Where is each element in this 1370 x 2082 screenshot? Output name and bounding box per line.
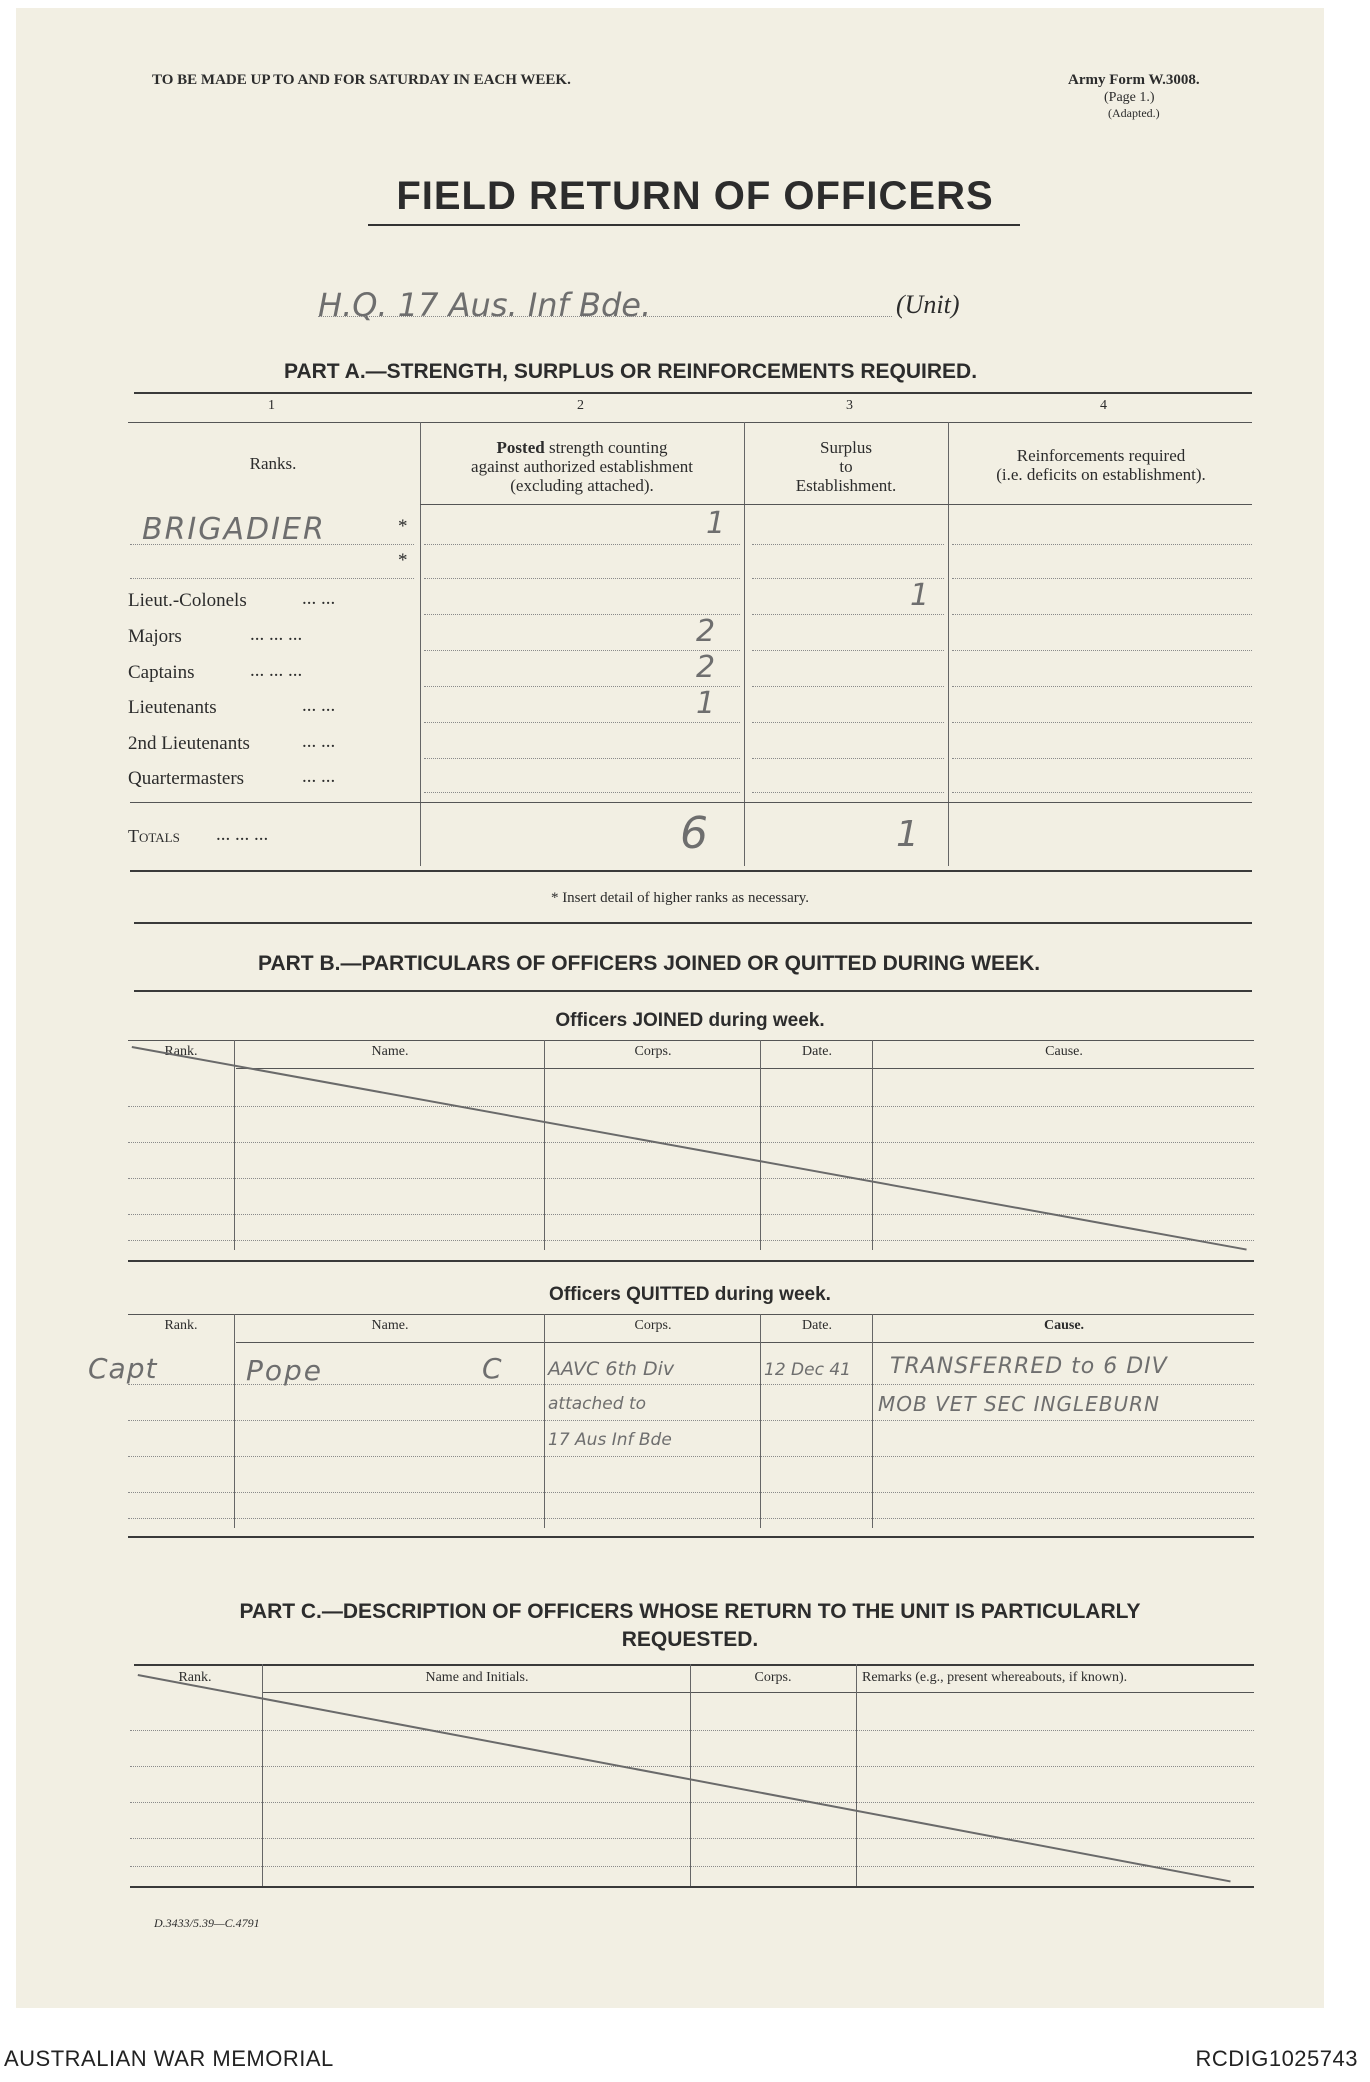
row-line xyxy=(130,544,414,545)
joined-divider xyxy=(760,1040,761,1250)
row-line xyxy=(424,650,740,651)
quitted-col-rank: Rank. xyxy=(164,1318,198,1333)
quitted-row-line xyxy=(128,1518,1254,1519)
quitted-initial: C xyxy=(482,1352,502,1385)
row-line xyxy=(424,686,740,687)
posted-bold: Posted xyxy=(496,438,545,457)
part-a-header-rule xyxy=(420,504,1252,505)
surplus-line1: Surplus xyxy=(820,438,872,457)
quitted-divider xyxy=(872,1314,873,1528)
quitted-col-date: Date. xyxy=(802,1318,832,1333)
joined-row-line xyxy=(128,1214,1254,1215)
row-line xyxy=(952,686,1252,687)
footer-right: RCDIG1025743 xyxy=(1195,2046,1358,2071)
surplus-line3: Establishment. xyxy=(795,476,897,495)
part-c-row-line xyxy=(130,1730,1254,1731)
row-rank-lieutenants: Lieutenants xyxy=(128,697,217,718)
part-c-divider xyxy=(690,1664,691,1886)
col-header-reinforcements xyxy=(950,446,1252,484)
totals-surplus: 1 xyxy=(896,814,919,855)
part-b-heading-rule xyxy=(134,990,1252,992)
row-line xyxy=(952,544,1252,545)
row-line xyxy=(130,578,414,579)
surplus-lieut-colonels: 1 xyxy=(910,578,930,613)
quitted-top-rule xyxy=(128,1314,1254,1315)
form-adapted: (Adapted.) xyxy=(1108,106,1160,120)
part-c-heading xyxy=(160,1598,1220,1654)
joined-col-corps: Corps. xyxy=(634,1044,672,1059)
form-sheet xyxy=(16,8,1324,2008)
row-line xyxy=(424,578,740,579)
part-c-bottom-rule xyxy=(130,1886,1254,1888)
part-c-col-remarks: Remarks (e.g., present whereabouts, if known). xyxy=(862,1670,1128,1685)
quitted-col-name: Name. xyxy=(371,1318,409,1333)
part-a-col-divider-1 xyxy=(420,422,421,866)
part-c-heading-line1: PART C.—DESCRIPTION OF OFFICERS WHOSE RETURN TO THE UNIT IS PARTICULARLY xyxy=(239,1600,1141,1623)
row-line xyxy=(424,614,740,615)
quitted-corps-line3: 17 Aus Inf Bde xyxy=(548,1430,672,1450)
surplus-line2: to xyxy=(839,457,853,476)
totals-posted: 6 xyxy=(680,808,708,859)
row-line xyxy=(424,544,740,545)
totals-top-rule xyxy=(130,802,1252,803)
reinf-line1: Reinforcements required xyxy=(1016,446,1186,465)
part-c-row-line xyxy=(130,1866,1254,1867)
form-number: Army Form W.3008. xyxy=(1068,72,1200,88)
row-rank-brigadier: BRIGADIER xyxy=(142,512,326,547)
part-b-heading: PART B.—PARTICULARS OF OFFICERS JOINED OR QUITTED DURING WEEK. xyxy=(258,952,1041,975)
unit-value: H.Q. 17 Aus. Inf Bde. xyxy=(318,286,652,324)
col-number-1: 1 xyxy=(268,398,275,413)
row-rank-2nd-lieutenants: 2nd Lieutenants xyxy=(128,733,250,754)
row-line xyxy=(752,686,944,687)
posted-brigadier: 1 xyxy=(706,506,726,541)
row-line xyxy=(424,758,740,759)
joined-row-line xyxy=(128,1106,1254,1107)
row-dots: ... ... ... xyxy=(250,624,303,645)
part-c-col-name: Name and Initials. xyxy=(425,1670,529,1685)
quitted-divider xyxy=(544,1314,545,1528)
quitted-divider xyxy=(760,1314,761,1528)
col-header-ranks: Ranks. xyxy=(249,454,297,473)
joined-divider xyxy=(234,1040,235,1250)
part-a-col-divider-3 xyxy=(948,422,949,866)
row-line xyxy=(424,792,740,793)
col-header-surplus xyxy=(746,438,946,495)
joined-header-rule xyxy=(236,1068,1254,1069)
row-rank-quartermasters: Quartermasters xyxy=(128,768,245,789)
row-dots: ... ... xyxy=(302,766,336,787)
quitted-title: Officers QUITTED during week. xyxy=(549,1284,831,1305)
joined-row-line xyxy=(128,1142,1254,1143)
row-dots: ... ... xyxy=(302,588,336,609)
part-a-bottom-rule xyxy=(130,870,1252,872)
row-marker-1: * xyxy=(398,516,408,537)
posted-captains: 2 xyxy=(696,650,716,685)
quitted-header-rule xyxy=(236,1342,1254,1343)
row-line xyxy=(752,722,944,723)
joined-col-date: Date. xyxy=(802,1044,832,1059)
row-rank-lieut-colonels: Lieut.-Colonels xyxy=(128,590,247,611)
quitted-bottom-rule xyxy=(128,1536,1254,1538)
instruction-text: TO BE MADE UP TO AND FOR SATURDAY IN EACH WEEK. xyxy=(152,72,571,88)
row-line xyxy=(952,792,1252,793)
part-c-divider xyxy=(856,1664,857,1886)
totals-label: Totals xyxy=(128,826,180,846)
posted-line3: (excluding attached). xyxy=(510,476,654,495)
part-c-header-rule xyxy=(262,1692,1254,1693)
quitted-divider xyxy=(234,1314,235,1528)
part-c-row-line xyxy=(130,1766,1254,1767)
row-line xyxy=(952,578,1252,579)
part-c-top-rule xyxy=(134,1664,1254,1666)
part-a-top-rule xyxy=(134,392,1252,394)
row-dots: ... ... ... xyxy=(250,660,303,681)
joined-row-line xyxy=(128,1178,1254,1179)
col-number-4: 4 xyxy=(1100,398,1107,413)
part-a-colnum-rule xyxy=(128,422,1252,423)
quitted-col-corps: Corps. xyxy=(634,1318,672,1333)
quitted-row-line xyxy=(128,1492,1254,1493)
row-dots: ... ... xyxy=(302,731,336,752)
row-line xyxy=(752,758,944,759)
posted-majors: 2 xyxy=(696,614,716,649)
col-number-2: 2 xyxy=(577,398,584,413)
joined-divider xyxy=(872,1040,873,1250)
quitted-rank: Capt xyxy=(88,1352,158,1385)
part-b-top-rule xyxy=(134,922,1252,924)
posted-line2: against authorized establishment xyxy=(471,457,693,476)
joined-title: Officers JOINED during week. xyxy=(555,1010,825,1031)
title-underline xyxy=(368,224,1020,226)
joined-divider xyxy=(544,1040,545,1250)
col-header-posted xyxy=(422,438,742,495)
row-line xyxy=(952,650,1252,651)
part-c-heading-line2: REQUESTED. xyxy=(621,1628,759,1651)
part-c-row-line xyxy=(130,1838,1254,1839)
part-a-footnote: * Insert detail of higher ranks as necessary. xyxy=(550,890,810,906)
row-line xyxy=(952,722,1252,723)
quitted-corps-line1: AAVC 6th Div xyxy=(548,1358,675,1380)
joined-col-cause: Cause. xyxy=(1045,1044,1083,1059)
joined-top-rule xyxy=(128,1040,1254,1041)
unit-dotted-line xyxy=(318,316,892,317)
row-rank-majors: Majors xyxy=(128,626,182,647)
joined-bottom-rule xyxy=(128,1260,1254,1262)
row-line xyxy=(952,758,1252,759)
col-number-3: 3 xyxy=(846,398,853,413)
posted-rest: strength counting xyxy=(544,438,668,457)
page-title: FIELD RETURN OF OFFICERS xyxy=(396,174,994,218)
quitted-name: Pope xyxy=(246,1354,324,1387)
joined-col-name: Name. xyxy=(371,1044,409,1059)
joined-row-line xyxy=(128,1240,1254,1241)
totals-dots: ... ... ... xyxy=(216,824,269,845)
row-dots: ... ... xyxy=(302,695,336,716)
quitted-col-cause: Cause. xyxy=(1043,1318,1085,1333)
quitted-date: 12 Dec 41 xyxy=(764,1360,851,1380)
row-line xyxy=(752,544,944,545)
quitted-cause-line2: MOB VET SEC INGLEBURN xyxy=(878,1392,1160,1416)
part-c-row-line xyxy=(130,1802,1254,1803)
row-line xyxy=(752,614,944,615)
quitted-corps-line2: attached to xyxy=(548,1394,647,1414)
row-line xyxy=(752,792,944,793)
reinf-line2: (i.e. deficits on establishment). xyxy=(996,465,1206,484)
print-code: D.3433/5.39—C.4791 xyxy=(154,1916,260,1930)
quitted-cause-line1: TRANSFERRED to 6 DIV xyxy=(890,1354,1168,1379)
row-marker-2: * xyxy=(398,550,408,571)
part-c-col-corps: Corps. xyxy=(754,1670,792,1685)
row-line xyxy=(752,650,944,651)
posted-lieutenants: 1 xyxy=(696,686,716,721)
part-a-col-divider-2 xyxy=(744,422,745,866)
unit-label: (Unit) xyxy=(896,290,960,319)
row-line xyxy=(424,722,740,723)
form-page: (Page 1.) xyxy=(1104,90,1155,105)
joined-col-rank: Rank. xyxy=(164,1044,198,1059)
row-line xyxy=(952,614,1252,615)
footer-left: AUSTRALIAN WAR MEMORIAL xyxy=(4,2046,334,2071)
part-c-col-rank: Rank. xyxy=(178,1670,212,1685)
quitted-row-line xyxy=(128,1456,1254,1457)
row-rank-captains: Captains xyxy=(128,662,195,683)
part-a-heading: PART A.—STRENGTH, SURPLUS OR REINFORCEMENTS REQUIRED. xyxy=(284,360,978,383)
quitted-row-line xyxy=(128,1420,1254,1421)
